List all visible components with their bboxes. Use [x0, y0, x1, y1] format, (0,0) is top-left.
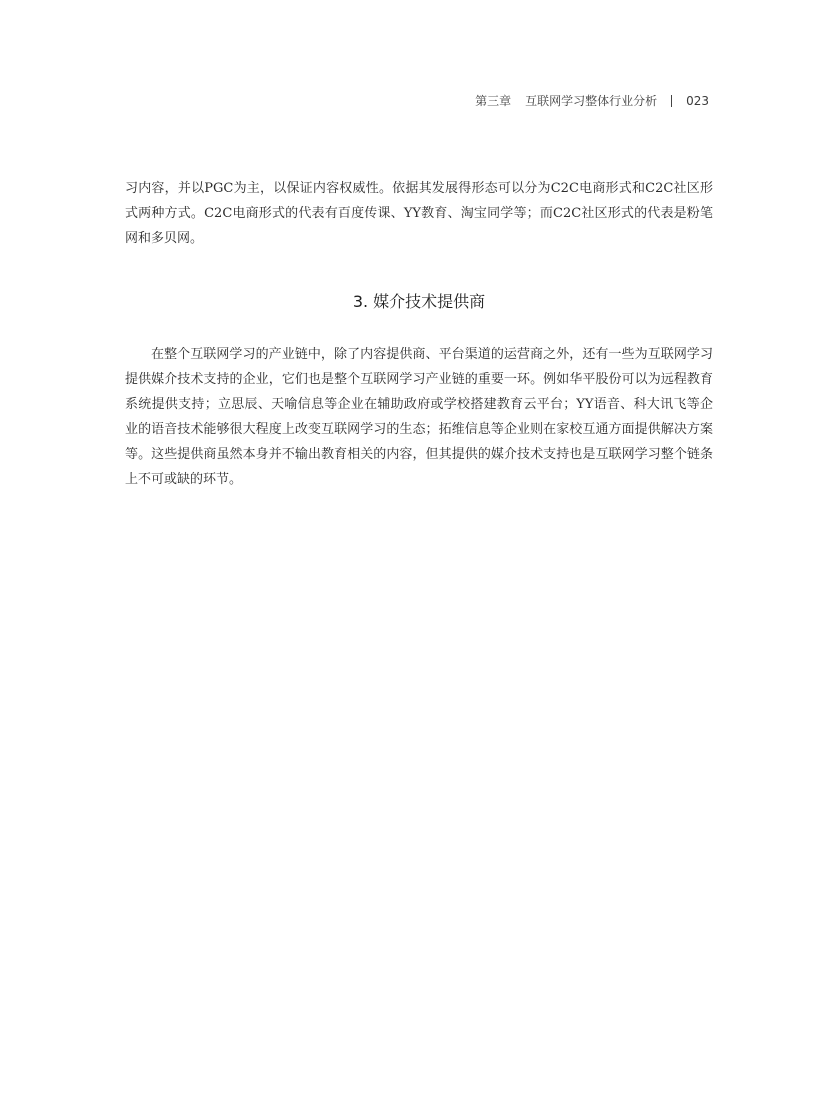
page-number: 023 [686, 93, 709, 108]
section-heading: 3. 媒介技术提供商 [352, 292, 486, 311]
section-paragraph: 在整个互联网学习的产业链中，除了内容提供商、平台渠道的运营商之外，还有一些为互联网学习提供媒介技术支持的企业，它们也是整个互联网学习产业链的重要一环。例如华平股份可以为远程教育系统提供支持；立思辰、天喻信息等企业在辅助政府或学校搭建教育云平台；YY语音、科大讯飞等企业的语音技术能够很大程度上改变互联网学习的生态；拓维信息等企业则在家校互通方面提供解决方案等。这些提供商虽然本身并不输出教育相关的内容，但其提供的媒介技术支持也是互联网学习整个链条上不可或缺的环节。 [125, 347, 713, 487]
chapter-title: 互联网学习整体行业分析 [525, 94, 658, 108]
continuation-paragraph: 习内容，并以PGC为主，以保证内容权威性。依据其发展得形态可以分为C2C电商形式和C2C社区形式两种方式。C2C电商形式的代表有百度传课、YY教育、淘宝同学等；而C2C社区形式的代表是粉笔网和多贝网。 [125, 181, 713, 246]
header-divider [671, 95, 672, 107]
chapter-label: 第三章 [475, 94, 512, 108]
running-header [475, 92, 709, 109]
page-body [125, 176, 713, 492]
